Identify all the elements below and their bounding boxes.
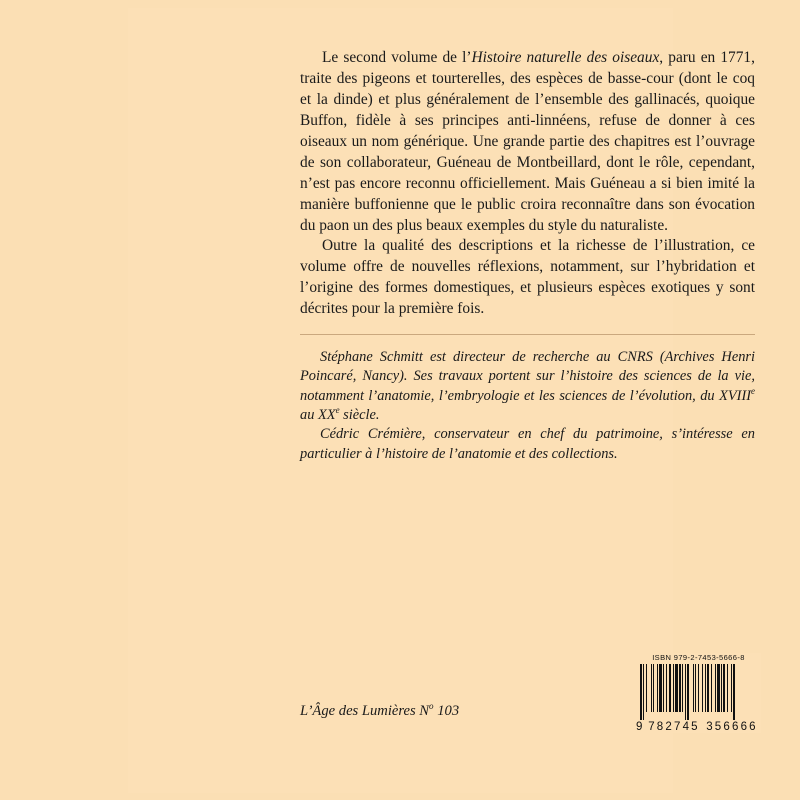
series-superscript: o [429, 701, 434, 712]
barcode-bars [636, 664, 761, 712]
bio-century-join: au [300, 407, 318, 424]
barcode [636, 653, 761, 733]
bio-author-2-text: , conservateur en chef du patrimoine, s’intéresse en particulier à l’histoire de l’anatomie et des collections. [300, 426, 755, 462]
bio-author-1-text-2: ). Ses travaux portent sur l’histoire des sciences de la vie, notamment l’anatomie, l’embryologie et les sciences de l’évolution, du [300, 368, 755, 404]
bio-author-1-text-1: est directeur de recherche au CNRS ( [422, 349, 665, 366]
cover-sheet [128, 8, 758, 793]
bio-author-1-text-3: siècle. [339, 407, 380, 424]
series-label: L’Âge des Lumières N [300, 703, 430, 719]
bio-century-2: XX [318, 407, 336, 424]
barcode-digits [636, 721, 761, 733]
barcode-digits-left: 782745 [648, 721, 700, 733]
bio-author-1-name: Stéphane Schmitt [320, 349, 423, 366]
bio-century-1: XVIII [719, 387, 752, 404]
bio-century-1-sup: e [751, 385, 755, 396]
bio-author-1-affiliation: Archives Henri Poincaré, Nancy [300, 349, 756, 385]
isbn-label: ISBN 979-2-7453-5666-8 [652, 653, 745, 662]
blurb-text-block [300, 48, 755, 464]
blurb-p1-title-italic: Histoire naturelle des oiseaux [471, 49, 660, 66]
bio-paragraph-1 [300, 348, 755, 425]
blurb-paragraph-2: Outre la qualité des descriptions et la richesse de l’illustration, ce volume offre de nouvelles réflexions, notamment, sur l’hybridation et l’origine des formes domestiques, et plusieurs espèces exotiques y sont décrites pour la première fois. [300, 237, 755, 318]
bio-century-2-sup: e [335, 405, 340, 416]
bio-author-2-name: Cédric Crémière [320, 426, 422, 443]
barcode-digit-first: 9 [636, 721, 643, 733]
series-number: 103 [433, 703, 460, 719]
bio-paragraph-2 [300, 425, 755, 464]
blurb-p1-part2: , paru en 1771, traite des pigeons et tourterelles, des espèces de basse-cour (dont le coq et la dinde) et plus généralement de l’ensemble des gallinacés, quoique Buffon, fidèle à ses principes anti-linnéens, refuse de donner à ces oiseaux un nom générique. Une grande partie des chapitres est l’ouvrage de son collaborateur, Guéneau de Montbeillard, dont le rôle, cependant, n’est pas encore reconnu officiellement. Mais Guéneau a si bien imité la manière buffonienne que le public croira reconnaître dans son évocation du paon un des plus beaux exemples du style du naturaliste. [300, 49, 755, 234]
series-line [300, 703, 459, 720]
blurb-paragraph-1 [300, 48, 755, 236]
barcode-digits-right: 356666 [706, 721, 758, 733]
divider [300, 334, 755, 335]
blurb-p1-part1: Le second volume de l’ [322, 49, 472, 66]
